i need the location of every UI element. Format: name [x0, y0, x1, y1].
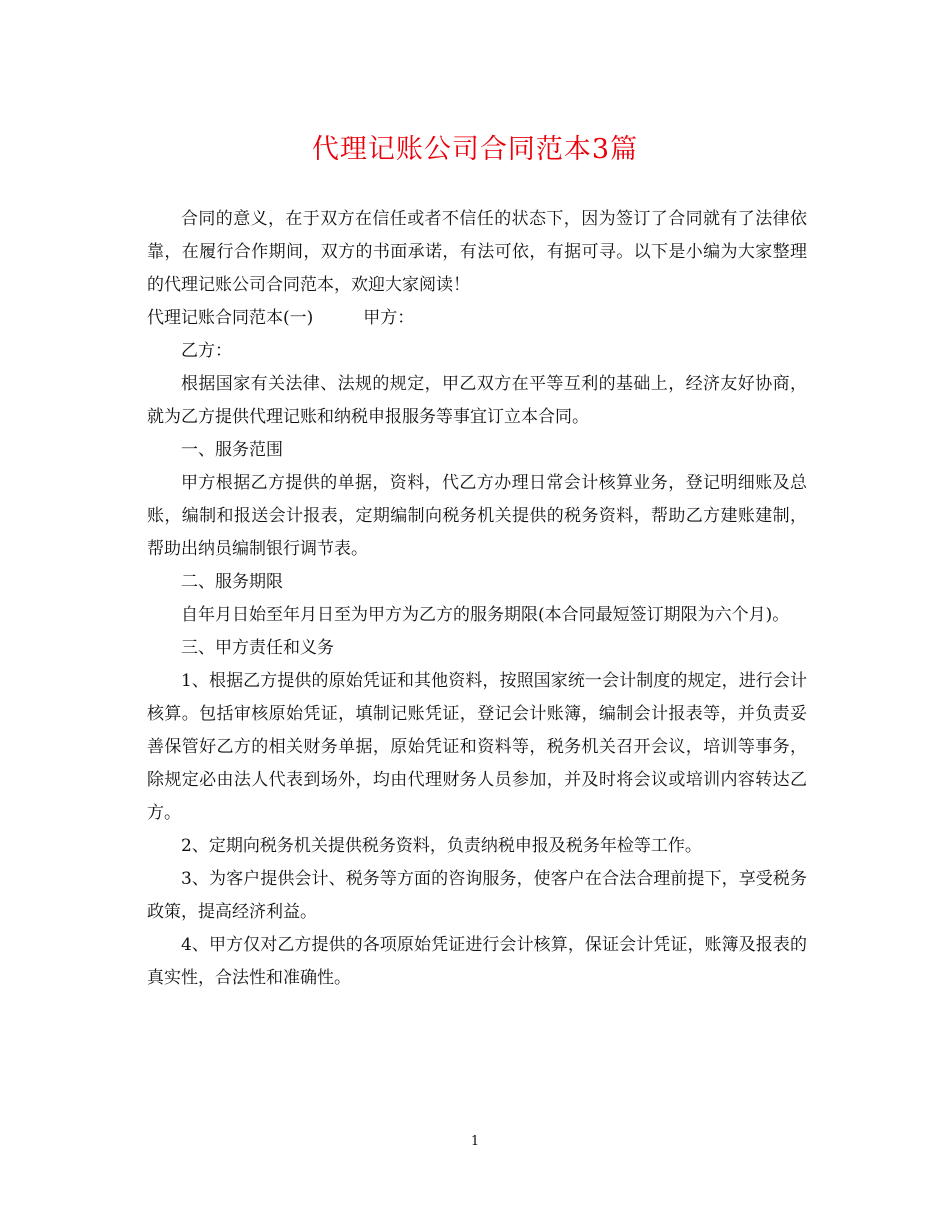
page-number: 1 [470, 1134, 480, 1149]
service-term-paragraph: 自年月日始至年月日至为甲方为乙方的服务期限(本合同最短签订期限为六个月)。 [181, 605, 790, 625]
section-heading-party-a-duties: 三、甲方责任和义务 [181, 638, 334, 658]
duty-item-2: 2、定期向税务机关提供税务资料，负责纳税申报及税务年检等工作。 [181, 836, 702, 856]
service-scope-paragraph: 甲方根据乙方提供的单据，资料，代乙方办理日常会计核算业务，登记明细账及总账，编制和报送会计报表，定期编制向税务机关提供的税务资料，帮助乙方建账建制，帮助出纳员编制银行调节表。 [147, 473, 807, 559]
contract-heading: 代理记账合同范本(一) [147, 308, 314, 328]
party-a-label: 甲方： [363, 308, 415, 328]
duty-item-4: 4、甲方仅对乙方提供的各项原始凭证进行会计核算，保证会计凭证，账簿及报表的真实性，合法性和准确性。 [147, 935, 807, 988]
preamble-paragraph: 根据国家有关法律、法规的规定，甲乙双方在平等互利的基础上，经济友好协商，就为乙方提供代理记账和纳税申报服务等事宜订立本合同。 [147, 374, 807, 427]
document-body [147, 203, 807, 995]
section-heading-service-term: 二、服务期限 [181, 572, 283, 592]
intro-paragraph: 合同的意义，在于双方在信任或者不信任的状态下，因为签订了合同就有了法律依靠，在履行合作期间，双方的书面承诺，有法可依，有据可寻。以下是小编为大家整理的代理记账公司合同范本，欢迎大家阅读！ [147, 209, 807, 295]
party-b-label: 乙方： [181, 341, 232, 361]
duty-item-3: 3、为客户提供会计、税务等方面的咨询服务，使客户在合法合理前提下，享受税务政策，提高经济利益。 [147, 869, 807, 922]
section-heading-service-scope: 一、服务范围 [181, 440, 283, 460]
contract-heading-line [147, 302, 807, 335]
document-title: 代理记账公司合同范本3篇 [311, 134, 639, 165]
duty-item-1: 1、根据乙方提供的原始凭证和其他资料，按照国家统一会计制度的规定，进行会计核算。包括审核原始凭证，填制记账凭证，登记会计账簿，编制会计报表等，并负责妥善保管好乙方的相关财务单据，原始凭证和资料等，税务机关召开会议，培训等事务，除规定必由法人代表到场外，均由代理财务人员参加，并及时将会议或培训内容转达乙方。 [147, 671, 807, 823]
